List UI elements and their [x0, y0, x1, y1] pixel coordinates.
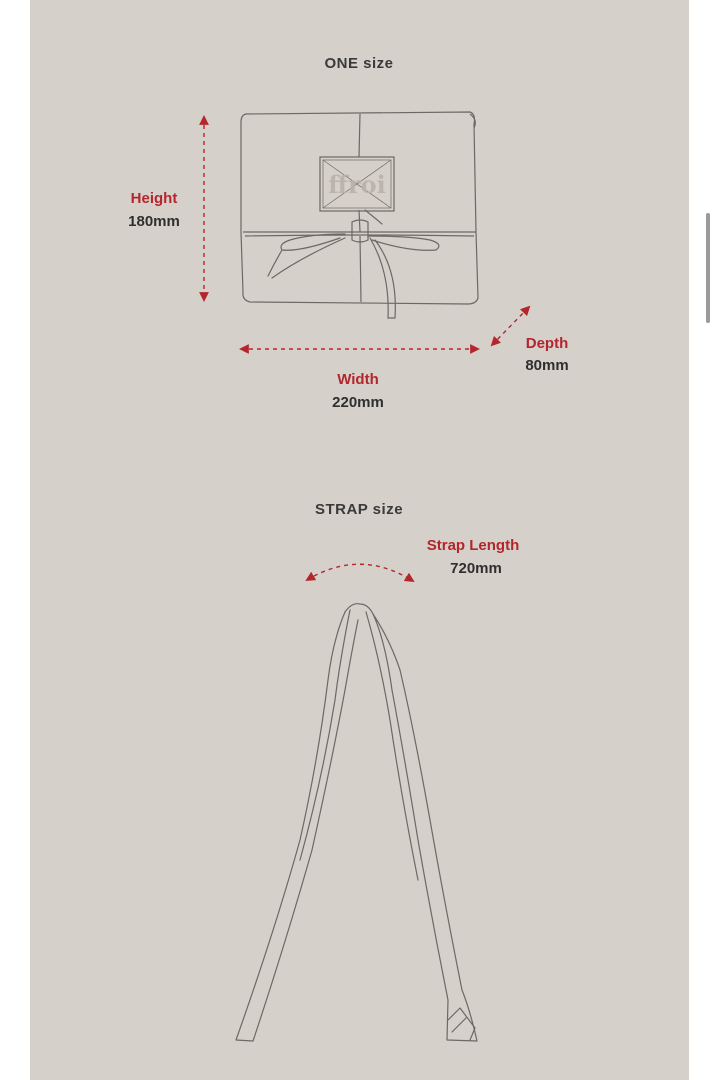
- height-label: Height: [130, 190, 178, 207]
- strap-length-label: Strap Length: [426, 537, 520, 554]
- strap-length-value: 720mm: [450, 560, 502, 577]
- depth-arrow: [492, 307, 529, 345]
- one-size-heading: ONE size: [324, 55, 394, 72]
- logo-text: ffroi: [328, 170, 386, 199]
- strap-length-arrow: [307, 564, 413, 581]
- depth-label: Depth: [525, 335, 569, 352]
- tie-ribbon: [268, 210, 439, 318]
- logo-patch: [320, 157, 394, 211]
- height-value: 180mm: [128, 213, 180, 230]
- strap-illustration: [236, 604, 477, 1041]
- width-label: Width: [337, 371, 379, 388]
- width-value: 220mm: [332, 394, 384, 411]
- strap-size-heading: STRAP size: [314, 501, 404, 518]
- depth-value: 80mm: [525, 357, 569, 374]
